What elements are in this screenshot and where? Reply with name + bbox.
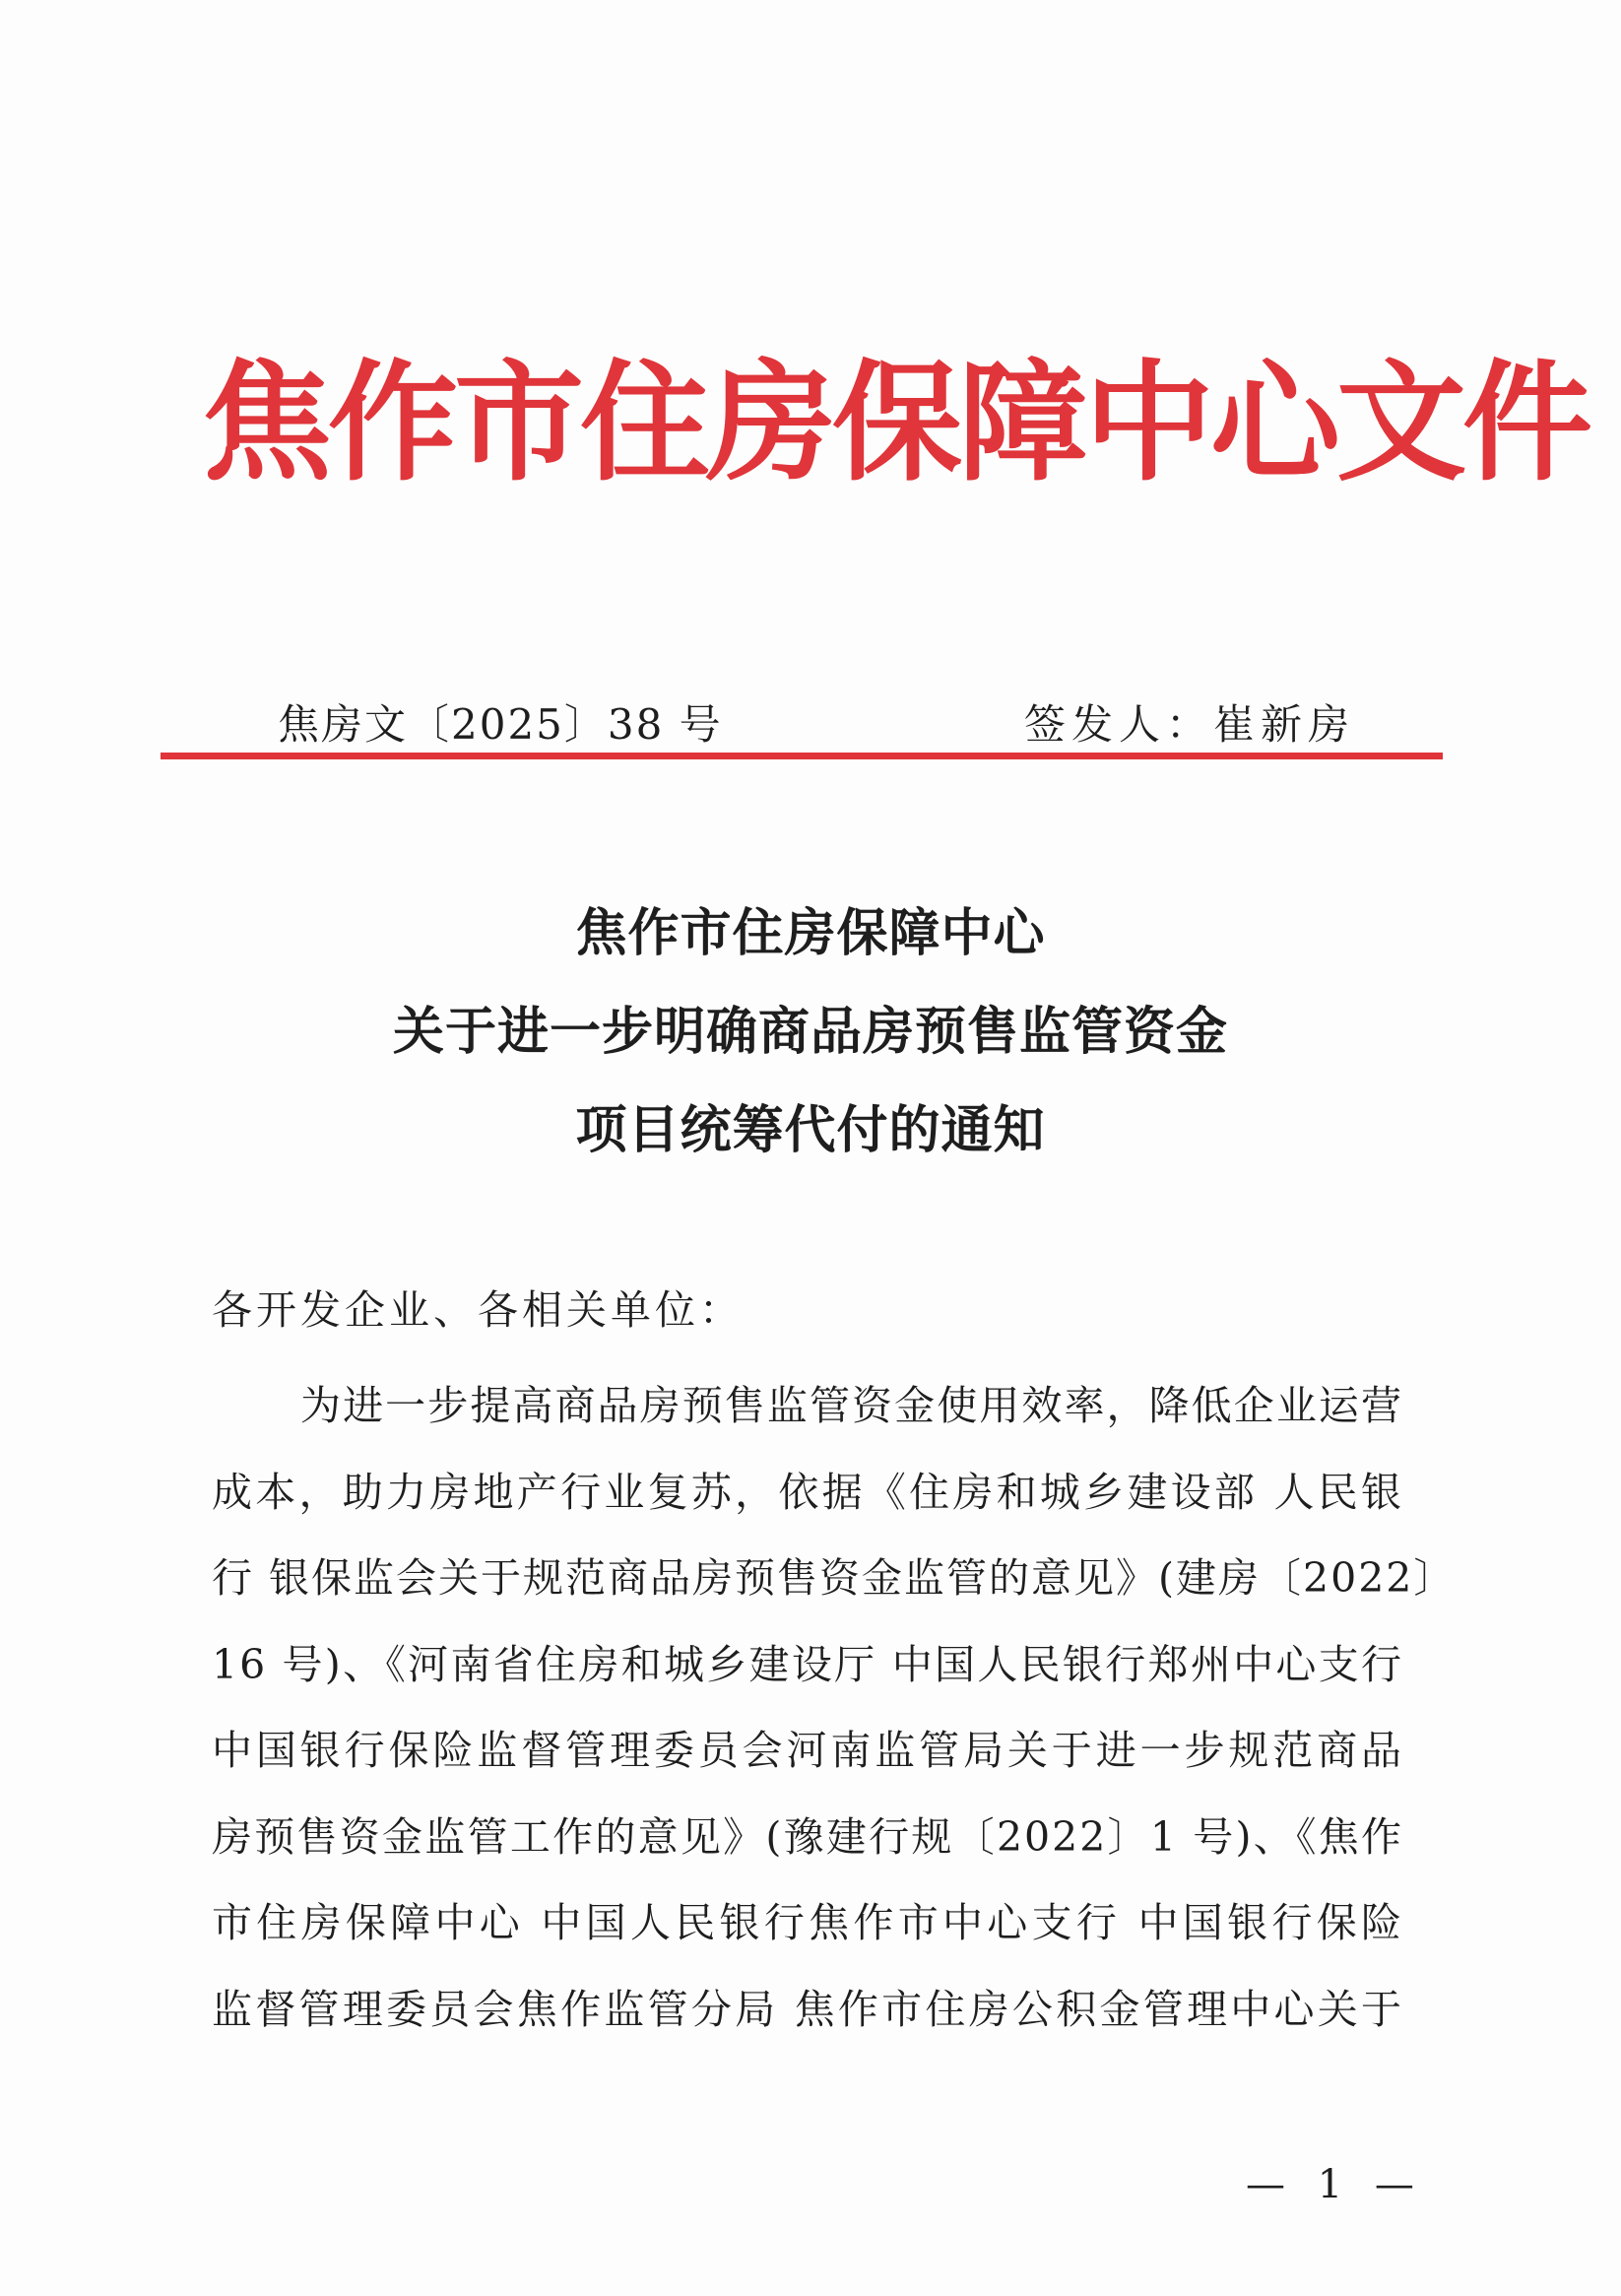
body-line: 行 银保监会关于规范商品房预售资金监管的意见》(建房〔2022〕: [212, 1554, 1457, 1602]
notice-title: [197, 885, 1424, 1180]
title-line-2: 关于进一步明确商品房预售监管资金: [392, 1003, 1228, 1062]
body-line: 中国银行保险监督管理委员会河南监管局关于进一步规范商品: [212, 1727, 1403, 1774]
salutation: 各开发企业、各相关单位：: [212, 1286, 744, 1334]
body-line: 成本，助力房地产行业复苏，依据《住房和城乡建设部 人民银: [212, 1468, 1403, 1516]
document-number: 焦房文〔2025〕38 号: [278, 700, 723, 749]
page-number: — 1 —: [1246, 2162, 1424, 2207]
body-line: 16 号)、《河南省住房和城乡建设厅 中国人民银行郑州中心支行: [212, 1640, 1403, 1688]
body-paragraph: [212, 1363, 1457, 2053]
masthead-title: 焦作市住房保障中心文件: [202, 348, 1589, 499]
body-line: 为进一步提高商品房预售监管资金使用效率，降低企业运营: [300, 1382, 1403, 1429]
red-divider-line: [161, 753, 1443, 759]
title-line-1: 焦作市住房保障中心: [575, 904, 1046, 963]
body-line: 房预售资金监管工作的意见》(豫建行规〔2022〕1 号)、《焦作: [212, 1812, 1403, 1861]
body-line: 监督管理委员会焦作监管分局 焦作市住房公积金管理中心关于: [212, 1985, 1403, 2033]
body-line: 市住房保障中心 中国人民银行焦作市中心支行 中国银行保险: [212, 1899, 1403, 1946]
title-line-3: 项目统筹代付的通知: [575, 1101, 1046, 1160]
signer: 签发人：崔新房: [1024, 700, 1356, 749]
